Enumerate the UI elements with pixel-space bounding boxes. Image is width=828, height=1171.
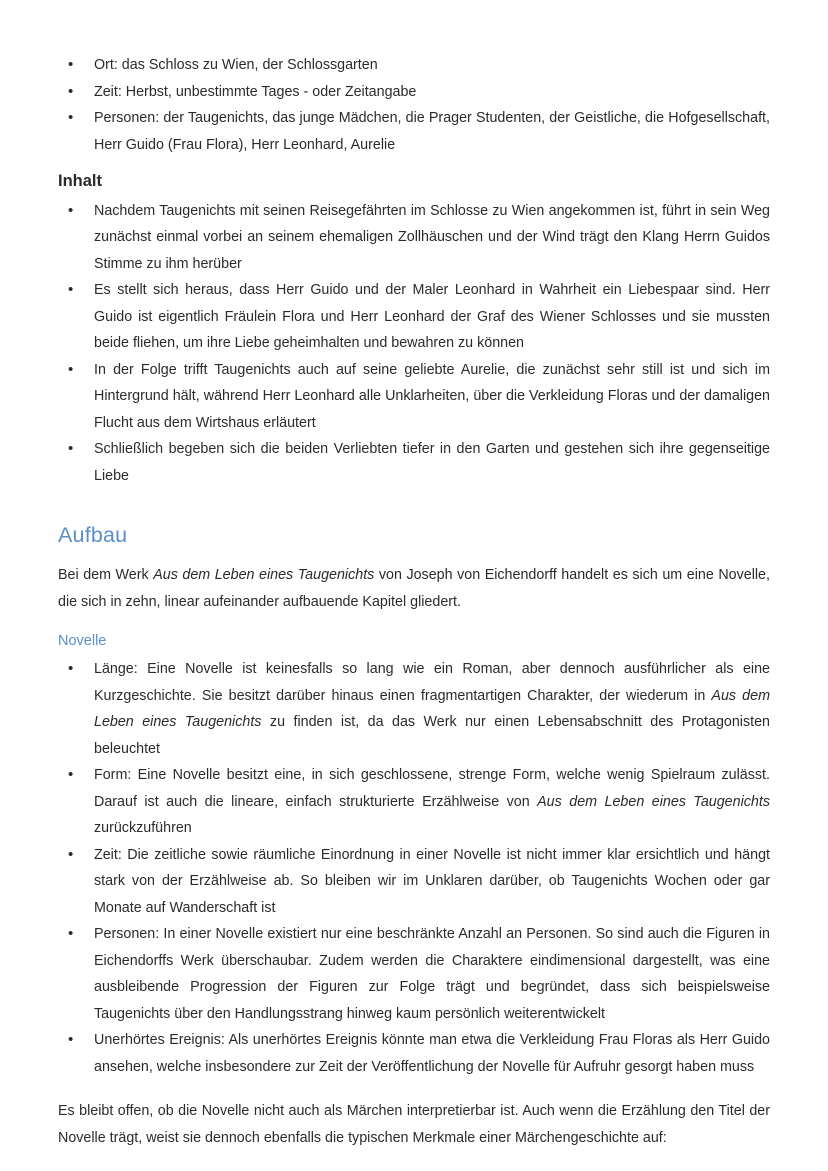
document-content: [58, 52, 770, 1151]
list-item: [67, 656, 770, 762]
list-item-text-part1: Form: Eine Novelle besitzt eine, in sich geschlossene, strenge Form, welche wenig Spielraum zulässt. Darauf ist auch die lineare, einfach strukturierte Erzählweise von: [94, 767, 770, 810]
work-title-italic: Aus dem Leben eines Taugenichts: [94, 687, 770, 731]
novelle-list: [58, 656, 770, 1080]
list-item: [67, 357, 770, 437]
list-item-text-part1: Länge: Eine Novelle ist keinesfalls so lang wie ein Roman, aber dennoch ausführlicher als eine Kurzgeschichte. Sie besitzt darüber hinaus einen fragmentartigen Charakter, der wiederum in: [94, 661, 770, 704]
list-item: [67, 436, 770, 489]
list-item-text: Nachdem Taugenichts mit seinen Reisegefährten im Schlosse zu Wien angekommen ist, führt in sein Weg zunächst einmal vorbei an seinem ehemaligen Zollhäuschen und der Wind trägt den Klang Herrn Guidos Stimme zu ihm herüber: [94, 202, 770, 272]
list-item: [67, 277, 770, 357]
list-item-text-part2: zurückzuführen: [94, 820, 192, 837]
list-item-text-part1: Unerhörtes Ereignis: Als unerhörtes Ereignis könnte man etwa die Verkleidung Frau Floras als Herr Guido ansehen, welche insbesondere zur Zeit der Veröffentlichung der Novelle für Aufruhr gesorgt haben muss: [94, 1032, 770, 1075]
list-item-text-part1: Zeit: Die zeitliche sowie räumliche Einordnung in einer Novelle ist nicht immer klar ersichtlich und hängt stark von der Erzählweise ab. So bleiben wir im Unklaren darüber, ob Taugenichts Wochen oder gar Monate auf Wanderschaft ist: [94, 846, 770, 916]
closing-paragraph: Es bleibt offen, ob die Novelle nicht auch als Märchen interpretierbar ist. Auch wenn die Erzählung den Titel der Novelle trägt, weist sie dennoch ebenfalls die typischen Merkmale einer Märchengeschichte auf:: [58, 1103, 770, 1146]
intro-text-part1: Bei dem Werk: [58, 567, 154, 584]
aufbau-intro-block: [58, 562, 770, 615]
intro-text-part2: von Joseph von Eichendorff handelt es sich um eine Novelle, die sich in zehn, linear aufeinander aufbauende Kapitel gliedert.: [58, 567, 770, 610]
heading-novelle: Novelle: [58, 633, 107, 650]
list-item-text: Zeit: Herbst, unbestimmte Tages - oder Zeitangabe: [94, 83, 417, 100]
work-title-italic: Aus dem Leben eines Taugenichts: [153, 567, 375, 584]
list-item: [67, 842, 770, 922]
list-item: [67, 198, 770, 278]
closing-block: [58, 1098, 770, 1151]
setting-list: [58, 52, 770, 158]
list-item: [67, 79, 770, 106]
aufbau-intro-paragraph: [58, 562, 770, 615]
list-item: [67, 1027, 770, 1080]
list-item: [67, 52, 770, 79]
heading-aufbau: Aufbau: [58, 523, 128, 548]
list-item-text: Personen: der Taugenichts, das junge Mädchen, die Prager Studenten, der Geistliche, die Hofgesellschaft, Herr Guido (Frau Flora), Herr Leonhard, Aurelie: [94, 110, 770, 153]
list-item: [67, 921, 770, 1027]
list-item-text-part2: zu finden ist, da das Werk nur einen Lebensabschnitt des Protagonisten beleuchtet: [94, 714, 770, 757]
list-item-text: Es stellt sich heraus, dass Herr Guido und der Maler Leonhard in Wahrheit ein Liebespaar sind. Herr Guido ist eigentlich Fräulein Flora und Herr Leonhard der Graf des Wiener Schlosses und sie mussten beide fliehen, um ihre Liebe geheimhalten und bewahren zu können: [94, 282, 770, 352]
list-item-text: Schließlich begeben sich die beiden Verliebten tiefer in den Garten und gestehen sich ihre gegenseitige Liebe: [94, 441, 770, 484]
list-item-text: Ort: das Schloss zu Wien, der Schlossgarten: [94, 57, 378, 73]
heading-inhalt: Inhalt: [58, 172, 102, 190]
list-item: [67, 105, 770, 158]
work-title-italic: Aus dem Leben eines Taugenichts: [537, 793, 770, 810]
list-item-text-part1: Personen: In einer Novelle existiert nur eine beschränkte Anzahl an Personen. So sind auch die Figuren in Eichendorffs Werk überschaubar. Zudem werden die Charaktere eindimensional dargestellt, was eine ausbleibende Progression der Figuren zur Folge trägt und begründet, dass sich beispielsweise Taugenichts über den Handlungsstrang hinweg kaum persönlich weiterentwickelt: [94, 926, 770, 1022]
inhalt-list: [58, 198, 770, 490]
list-item: [67, 762, 770, 842]
list-item-text: In der Folge trifft Taugenichts auch auf seine geliebte Aurelie, die zunächst sehr still ist und sich im Hintergrund hält, während Herr Leonhard alle Unklarheiten, über die Verkleidung Floras und der damaligen Flucht aus dem Wirtshaus erläutert: [94, 361, 770, 431]
